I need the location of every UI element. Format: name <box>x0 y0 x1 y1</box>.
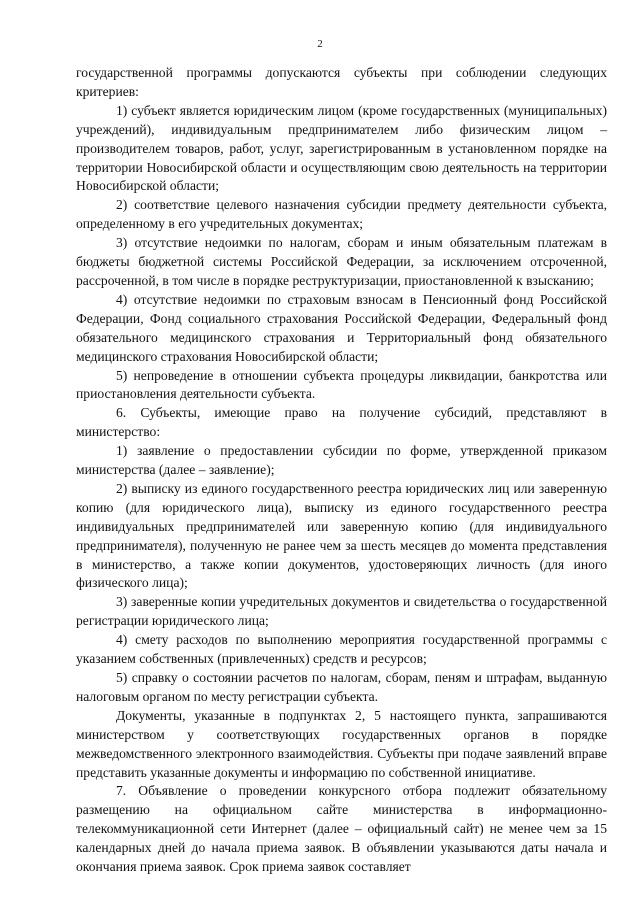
paragraph-doc-1: 1) заявление о предоставлении субсидии по форме, утвержденной приказом министерства (далее – заявление); <box>76 443 607 478</box>
paragraph-section-7: 7. Объявление о проведении конкурсного отбора подлежит обязательному размещению на официальном сайте министерства в информационно-телекоммуникационной сети Интернет (далее – официальный сайт) не менее чем за 15 календарных дней до начала приема заявок. В объявлении указываются даты начала и окончания приема заявок. Срок приема заявок составляет <box>76 783 607 875</box>
paragraph-criterion-2: 2) соответствие целевого назначения субсидии предмету деятельности субъекта, определенному в его учредительных документах; <box>76 197 607 232</box>
paragraph-doc-4: 4) смету расходов по выполнению мероприятия государственной программы с указанием собственных (привлеченных) средств и ресурсов; <box>76 632 607 667</box>
paragraph-doc-5: 5) справку о состоянии расчетов по налогам, сборам, пеням и штрафам, выданную налоговым органом по месту регистрации субъекта. <box>76 670 607 704</box>
paragraph-criterion-3: 3) отсутствие недоимки по налогам, сборам и иным обязательным платежам в бюджеты бюджетной системы Российской Федерации, за исключением отсроченной, рассроченной, в том числе в порядке реструктуризации, приостановленной к взысканию; <box>76 235 607 288</box>
paragraph-section-6: 6. Субъекты, имеющие право на получение субсидий, представляют в министерство: <box>76 405 607 440</box>
paragraph-criteria-intro: государственной программы допускаются субъекты при соблюдении следующих критериев: <box>76 65 607 99</box>
paragraph-criterion-4: 4) отсутствие недоимки по страховым взносам в Пенсионный фонд Российской Федерации, Фонд социального страхования Российской Федерации, Федеральный фонд обязательного медицинского страхования и Территориальный фонд обязательного медицинского страхования Новосибирской области; <box>76 291 607 364</box>
document-body <box>76 64 607 877</box>
paragraph-doc-2: 2) выписку из единого государственного реестра юридических лиц или заверенную копию (для юридического лица), выписку из единого государственного реестра индивидуальных предпринимателей или заверенную копию (для индивидуального предпринимателя), полученную не ранее чем за шесть месяцев до момента представления в министерство, а также копии документов, удостоверяющих личность (для иного физического лица); <box>76 480 607 591</box>
paragraph-criterion-1: 1) субъект является юридическим лицом (кроме государственных (муниципальных) учреждений), индивидуальным предпринимателем либо физическим лицом – производителем товаров, работ, услуг, зарегистрированным в установленном порядке на территории Новосибирской области и осуществляющим свою деятельность на территории Новосибирской области; <box>76 102 607 194</box>
paragraph-documents-note: Документы, указанные в подпунктах 2, 5 настоящего пункта, запрашиваются министерством у соответствующих государственных органов в порядке межведомственного электронного взаимодействия. Субъекты при подаче заявлений вправе представить указанные документы и информацию по собственной инициативе. <box>76 707 607 780</box>
paragraph-criterion-5: 5) непроведение в отношении субъекта процедуры ликвидации, банкротства или приостановления деятельности субъекта. <box>76 367 607 402</box>
page-number: 2 <box>317 38 323 50</box>
paragraph-doc-3: 3) заверенные копии учредительных документов и свидетельства о государственной регистрации юридического лица; <box>76 594 607 629</box>
